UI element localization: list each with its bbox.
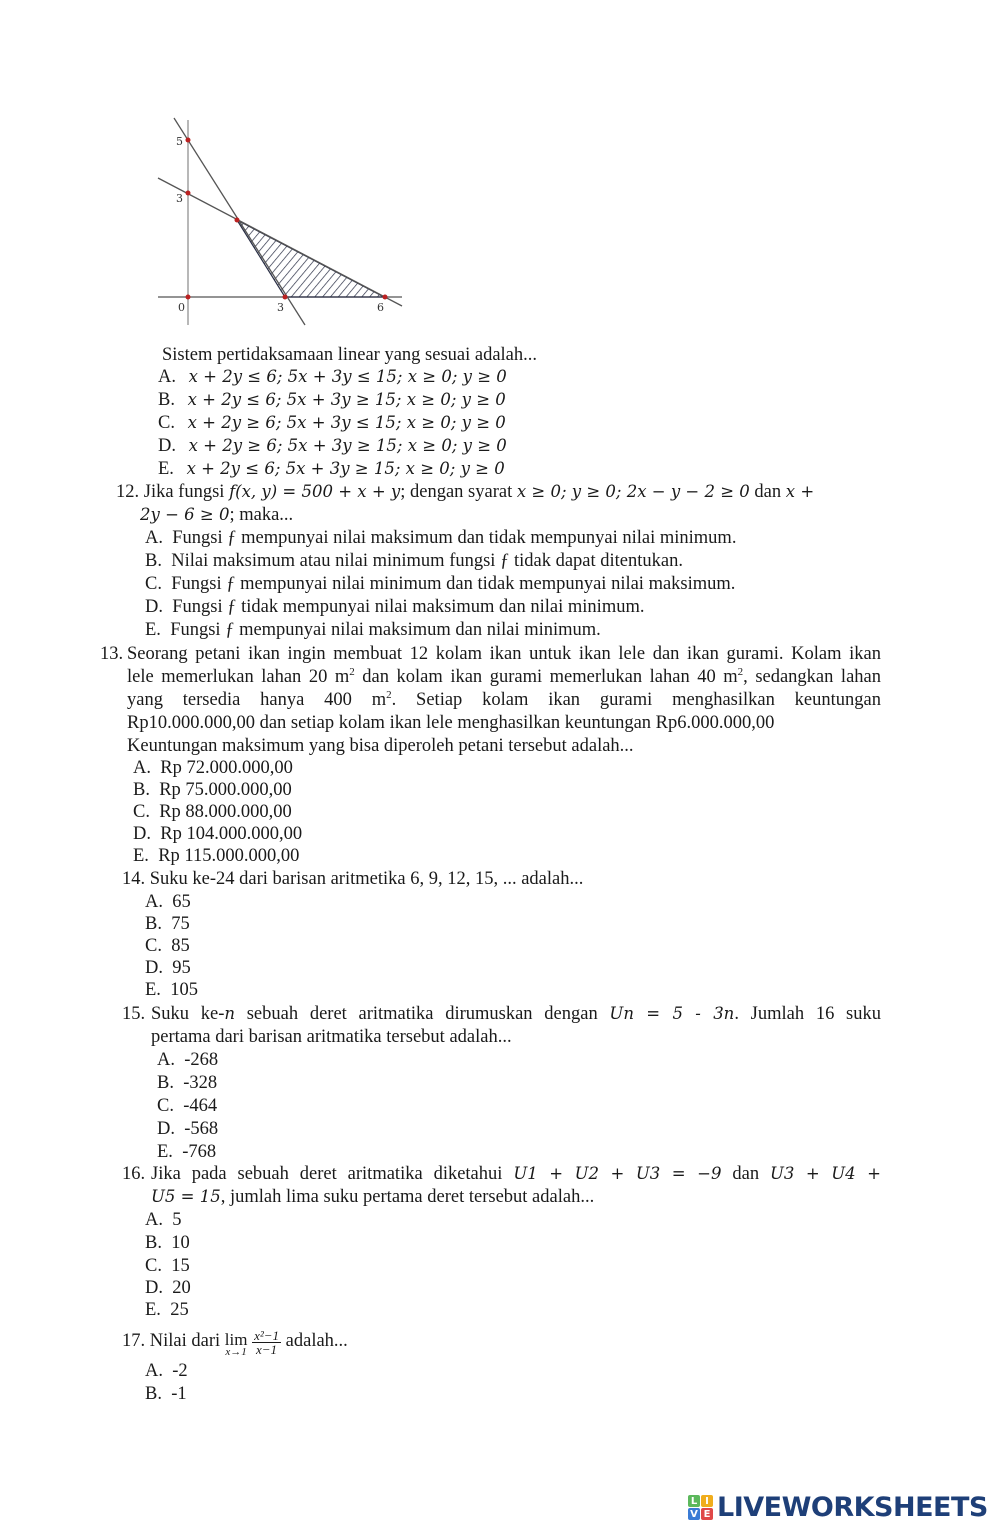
q13-option-d[interactable]: D. Rp 104.000.000,00 [133, 824, 303, 844]
q13-stem-line4: Rp10.000.000,00 dan setiap kolam ikan lele menghasilkan keuntungan Rp6.000.000,00 [127, 713, 775, 733]
q13-option-e[interactable]: E. Rp 115.000.000,00 [133, 846, 300, 866]
q14-option-d[interactable]: D. 95 [145, 958, 191, 978]
q13-option-c[interactable]: C. Rp 88.000.000,00 [133, 802, 292, 822]
limit-expression: lim x→1 [224, 1330, 248, 1358]
q13-number: 13. [100, 644, 124, 664]
q16-stem-line1: Jika pada sebuah deret aritmatika diketahui U1 + U2 + U3 = −9 dan U3 + U4 + [151, 1164, 881, 1184]
q11-option-e[interactable]: E. x + 2y ≤ 6; 5x + 3y ≥ 15; x ≥ 0; y ≥ 0 [158, 459, 505, 479]
q15-number: 15. [122, 1004, 146, 1024]
q13-stem-line3: yang tersedia hanya 400 $m^2$. Setiap kolam ikan gurami menghasilkan keuntungan [127, 689, 881, 710]
q12-option-e[interactable]: E. Fungsi ƒ mempunyai nilai maksimum dan nilai minimum. [145, 620, 601, 640]
q14-option-c[interactable]: C. 85 [145, 936, 190, 956]
q14-option-a[interactable]: A. 65 [145, 892, 191, 912]
q17-option-b[interactable]: B. -1 [145, 1384, 187, 1404]
q13-stem-line5: Keuntungan maksimum yang bisa diperoleh petani tersebut adalah... [127, 736, 634, 756]
q12-option-d[interactable]: D. Fungsi ƒ tidak mempunyai nilai maksimum dan nilai minimum. [145, 597, 645, 617]
q17-option-a[interactable]: A. -2 [145, 1361, 188, 1381]
q16-option-c[interactable]: C. 15 [145, 1256, 190, 1276]
q15-stem-line2: pertama dari barisan aritmatika tersebut adalah... [151, 1027, 512, 1047]
q15-stem-line1: Suku ke-n sebuah deret aritmatika dirumuskan dengan Un = 5 - 3n. Jumlah 16 suku [151, 1004, 881, 1024]
q15-option-b[interactable]: B. -328 [157, 1073, 218, 1093]
fraction: $\frac{\text{x²−1}}{x-1}$ [254, 1328, 280, 1357]
y-tick-3: 3 [176, 192, 183, 205]
q11-option-c[interactable]: C. x + 2y ≥ 6; 5x + 3y ≤ 15; x ≥ 0; y ≥ 0 [158, 413, 506, 433]
brand-name: LIVEWORKSHEETS [717, 1492, 988, 1523]
q13-option-a[interactable]: A. Rp 72.000.000,00 [133, 758, 293, 778]
q12-option-a[interactable]: A. Fungsi ƒ mempunyai nilai maksimum dan tidak mempunyai nilai minimum. [145, 528, 737, 548]
q13-option-b[interactable]: B. Rp 75.000.000,00 [133, 780, 292, 800]
q12-stem-line2: 2y − 6 ≥ 0; maka... [140, 505, 294, 525]
q15-option-e[interactable]: E. -768 [157, 1142, 217, 1162]
q14-stem: 14. Suku ke-24 dari barisan aritmetika 6, 9, 12, 15, ... adalah... [122, 869, 584, 889]
y-tick-5: 5 [176, 135, 183, 148]
q11-option-b[interactable]: B. x + 2y ≤ 6; 5x + 3y ≥ 15; x ≥ 0; y ≥ 0 [158, 390, 506, 410]
q14-option-b[interactable]: B. 75 [145, 914, 190, 934]
q15-option-c[interactable]: C. -464 [157, 1096, 218, 1116]
q13-stem-line2: lele memerlukan lahan 20 $m^2$ dan kolam ikan gurami memerlukan lahan 40 $m^2$, sedangkan lahan [127, 666, 881, 687]
q15-option-a[interactable]: A. -268 [157, 1050, 219, 1070]
liveworksheets-logo[interactable] [688, 1492, 988, 1523]
q16-stem-line2: U5 = 15, jumlah lima suku pertama deret tersebut adalah... [151, 1187, 595, 1207]
q17-stem: 17. Nilai dari lim x→1 $\frac{\text{x²−1}}{x-1}$ adalah... [122, 1328, 348, 1358]
live-logo-icon: L I V E [688, 1495, 713, 1520]
x-tick-6: 6 [377, 301, 384, 314]
x-tick-3: 3 [277, 301, 284, 314]
line-5x-3y-15 [174, 118, 305, 325]
q14-option-e[interactable]: E. 105 [145, 980, 198, 1000]
q11-option-a[interactable]: A. x + 2y ≤ 6; 5x + 3y ≤ 15; x ≥ 0; y ≥ 0 [158, 367, 507, 387]
q11-stem: Sistem pertidaksamaan linear yang sesuai adalah... [162, 345, 538, 365]
q11-graph [150, 110, 420, 340]
q12-option-c[interactable]: C. Fungsi ƒ mempunyai nilai minimum dan tidak mempunyai nilai maksimum. [145, 574, 736, 594]
q15-option-d[interactable]: D. -568 [157, 1119, 219, 1139]
q16-option-b[interactable]: B. 10 [145, 1233, 190, 1253]
q11-option-d[interactable]: D. x + 2y ≥ 6; 5x + 3y ≥ 15; x ≥ 0; y ≥ 0 [158, 436, 507, 456]
x-tick-0: 0 [178, 301, 185, 314]
q12-option-b[interactable]: B. Nilai maksimum atau nilai minimum fungsi ƒ tidak dapat ditentukan. [145, 551, 683, 571]
q12-stem-line1: 12. Jika fungsi f(x, y) = 500 + x + y; dengan syarat x ≥ 0; y ≥ 0; 2x − y − 2 ≥ 0 dan x + [116, 482, 815, 502]
q13-stem-line1: Seorang petani ikan ingin membuat 12 kolam ikan untuk ikan lele dan ikan gurami. Kolam ikan [127, 644, 881, 664]
q16-option-d[interactable]: D. 20 [145, 1278, 191, 1298]
q16-option-e[interactable]: E. 25 [145, 1300, 189, 1320]
q16-option-a[interactable]: A. 5 [145, 1210, 182, 1230]
q16-number: 16. [122, 1164, 146, 1184]
